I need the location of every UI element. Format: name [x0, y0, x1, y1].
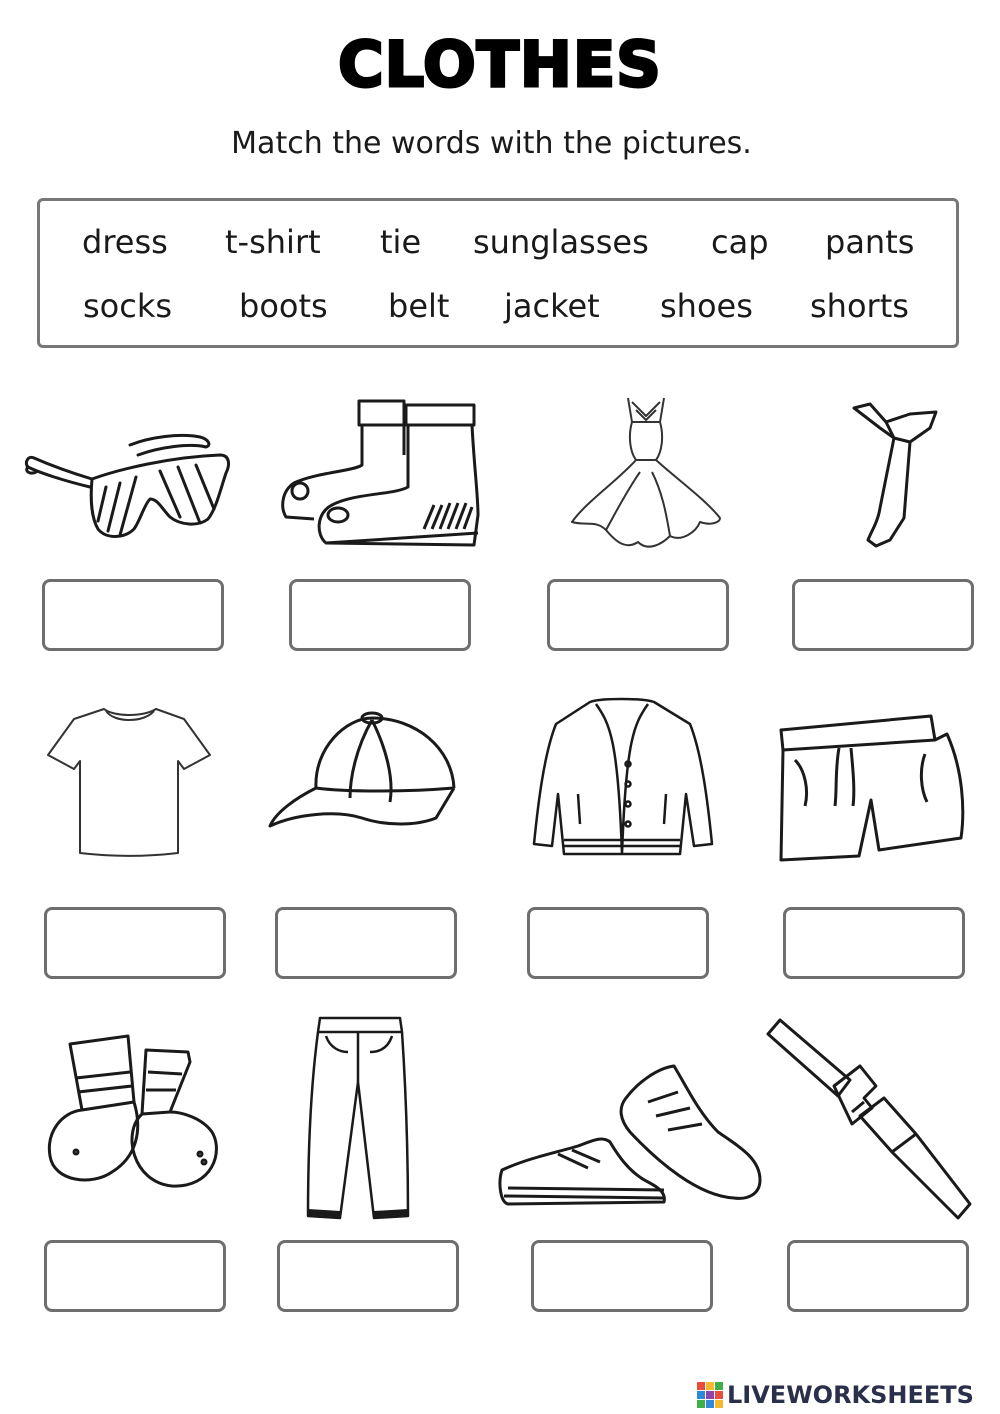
word-tshirt: t-shirt — [225, 223, 321, 261]
answer-box-shoes[interactable] — [531, 1240, 713, 1312]
answer-box-cap[interactable] — [275, 907, 457, 979]
belt-icon — [764, 1016, 972, 1222]
footer-brand-text: LIVEWORKSHEETS — [727, 1381, 974, 1409]
dress-icon — [566, 392, 726, 557]
answer-box-shorts[interactable] — [783, 907, 965, 979]
shoes-icon — [498, 1062, 766, 1212]
page-title: CLOTHES — [338, 28, 662, 101]
word-jacket: jacket — [504, 287, 600, 325]
answer-box-boots[interactable] — [289, 579, 471, 651]
cap-icon — [266, 708, 458, 838]
answer-box-tie[interactable] — [792, 579, 974, 651]
word-cap: cap — [711, 223, 769, 261]
shorts-icon — [775, 710, 970, 865]
answer-box-sunglasses[interactable] — [42, 579, 224, 651]
answer-box-jacket[interactable] — [527, 907, 709, 979]
liveworksheets-logo-icon — [697, 1382, 723, 1408]
answer-box-pants[interactable] — [277, 1240, 459, 1312]
instruction-text: Match the words with the pictures. — [231, 126, 752, 161]
jacket-icon — [530, 694, 715, 860]
pants-icon — [300, 1012, 418, 1227]
tshirt-icon — [44, 703, 214, 861]
socks-icon — [42, 1032, 227, 1192]
word-tie: tie — [380, 223, 422, 261]
boots-icon — [274, 395, 484, 555]
word-belt: belt — [388, 287, 450, 325]
word-socks: socks — [83, 287, 173, 325]
answer-box-dress[interactable] — [547, 579, 729, 651]
footer-brand — [697, 1380, 974, 1410]
tie-icon — [850, 398, 940, 548]
word-shoes: shoes — [660, 287, 753, 325]
word-boots: boots — [239, 287, 328, 325]
answer-box-socks[interactable] — [44, 1240, 226, 1312]
word-dress: dress — [82, 223, 168, 261]
answer-box-belt[interactable] — [787, 1240, 969, 1312]
word-sunglasses: sunglasses — [473, 223, 649, 261]
word-pants: pants — [825, 223, 915, 261]
sunglasses-icon — [20, 425, 235, 545]
word-shorts: shorts — [810, 287, 909, 325]
word-bank — [37, 198, 959, 348]
answer-box-tshirt[interactable] — [44, 907, 226, 979]
